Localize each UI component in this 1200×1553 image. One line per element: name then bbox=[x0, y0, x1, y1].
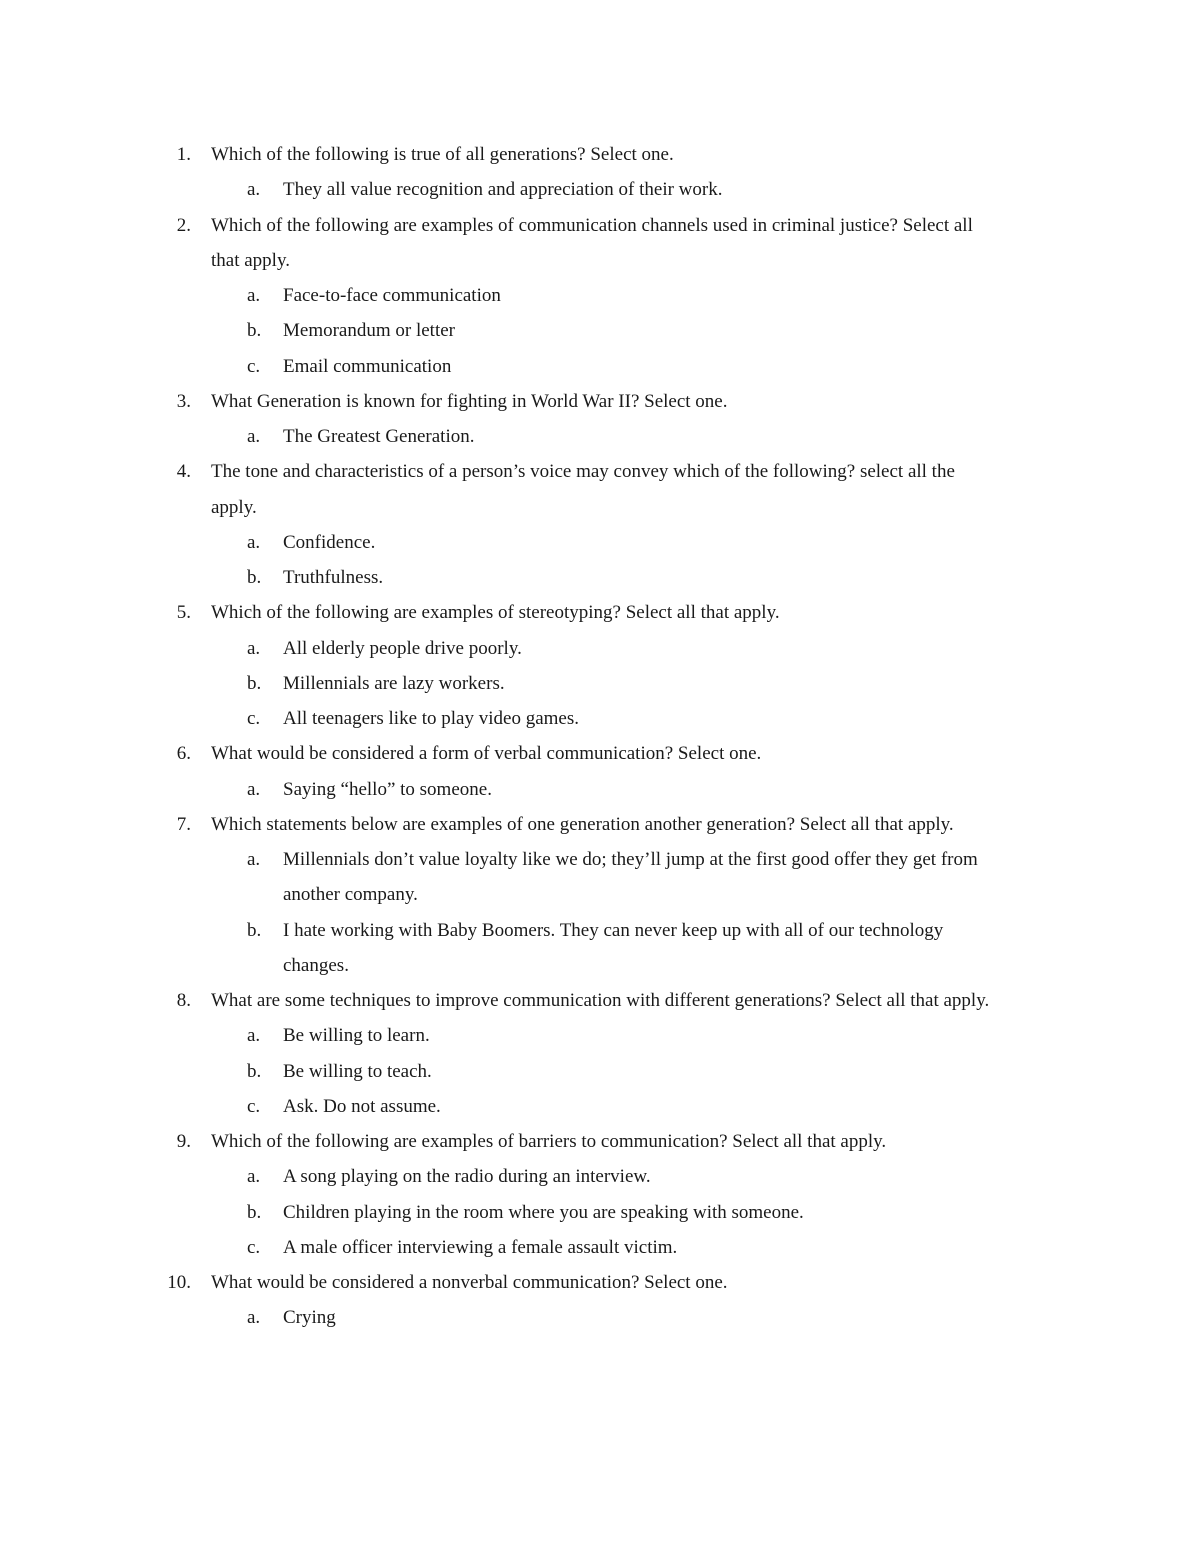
option-text: Email communication bbox=[283, 355, 452, 377]
option-letter: b. bbox=[247, 320, 262, 342]
question-number: 5. bbox=[176, 602, 191, 624]
question-text: Which of the following are examples of stereotyping? Select all that apply. bbox=[211, 602, 780, 624]
answer-option bbox=[0, 913, 1200, 948]
question-line bbox=[0, 137, 1200, 172]
answer-option bbox=[0, 701, 1200, 736]
option-text: Memorandum or letter bbox=[283, 320, 456, 342]
answer-option-continued bbox=[0, 877, 1200, 912]
option-text: Ask. Do not assume. bbox=[283, 1095, 441, 1117]
question-text: apply. bbox=[211, 496, 257, 518]
answer-option bbox=[0, 1159, 1200, 1194]
option-letter: a. bbox=[247, 426, 261, 447]
option-text: Truthfulness. bbox=[283, 567, 384, 588]
option-letter: c. bbox=[247, 355, 261, 377]
option-text: They all value recognition and appreciation of their work. bbox=[283, 179, 723, 201]
question-number: 3. bbox=[176, 390, 191, 412]
answer-option bbox=[0, 1018, 1200, 1053]
option-text: Crying bbox=[283, 1307, 336, 1329]
question-line bbox=[0, 1265, 1200, 1300]
option-text: Be willing to teach. bbox=[283, 1060, 432, 1082]
answer-option bbox=[0, 1230, 1200, 1265]
option-text: Be willing to learn. bbox=[283, 1025, 430, 1047]
option-text: All teenagers like to play video games. bbox=[283, 708, 579, 729]
option-letter: b. bbox=[247, 919, 262, 941]
option-letter: a. bbox=[247, 637, 261, 659]
question-number: 10. bbox=[167, 1272, 191, 1293]
question-line bbox=[0, 736, 1200, 771]
option-text: Saying “hello” to someone. bbox=[283, 778, 492, 800]
option-text: changes. bbox=[283, 954, 349, 976]
answer-option bbox=[0, 1089, 1200, 1124]
answer-option bbox=[0, 772, 1200, 807]
answer-option bbox=[0, 1300, 1200, 1335]
question-line bbox=[0, 208, 1200, 243]
question-list bbox=[0, 137, 1200, 1336]
answer-option-continued bbox=[0, 948, 1200, 983]
question-number: 1. bbox=[176, 144, 191, 165]
option-text: I hate working with Baby Boomers. They can never keep up with all of our technology bbox=[283, 919, 944, 941]
option-text: Confidence. bbox=[283, 531, 376, 553]
answer-option bbox=[0, 313, 1200, 348]
question-line bbox=[0, 1124, 1200, 1159]
option-text: A song playing on the radio during an interview. bbox=[283, 1166, 651, 1188]
question-number: 9. bbox=[176, 1131, 191, 1152]
answer-option bbox=[0, 666, 1200, 701]
option-text: Millennials are lazy workers. bbox=[283, 672, 505, 694]
answer-option bbox=[0, 631, 1200, 666]
answer-option bbox=[0, 560, 1200, 595]
option-text: All elderly people drive poorly. bbox=[283, 637, 522, 659]
question-number: 8. bbox=[176, 990, 191, 1011]
option-letter: a. bbox=[247, 1166, 261, 1188]
answer-option bbox=[0, 172, 1200, 207]
option-letter: a. bbox=[247, 1025, 261, 1047]
answer-option bbox=[0, 525, 1200, 560]
question-number: 6. bbox=[176, 743, 191, 765]
option-letter: b. bbox=[247, 672, 262, 694]
question-text: Which of the following are examples of barriers to communication? Select all that apply. bbox=[211, 1131, 887, 1152]
answer-option bbox=[0, 419, 1200, 454]
option-text: Children playing in the room where you are speaking with someone. bbox=[283, 1201, 804, 1223]
question-line bbox=[0, 454, 1200, 489]
answer-option bbox=[0, 278, 1200, 313]
option-letter: a. bbox=[247, 1307, 261, 1329]
option-letter: b. bbox=[247, 1201, 262, 1223]
answer-option bbox=[0, 1054, 1200, 1089]
question-text: Which of the following are examples of communication channels used in criminal justice? Select all bbox=[211, 214, 973, 236]
option-letter: c. bbox=[247, 1236, 261, 1258]
question-text: Which statements below are examples of one generation another generation? Select all that apply. bbox=[211, 813, 954, 835]
option-text: Face-to-face communication bbox=[283, 285, 501, 306]
option-letter: c. bbox=[247, 1095, 261, 1117]
question-number: 7. bbox=[176, 813, 191, 835]
question-number: 4. bbox=[176, 461, 191, 483]
question-text: What would be considered a nonverbal communication? Select one. bbox=[211, 1272, 728, 1293]
option-letter: c. bbox=[247, 708, 261, 729]
option-letter: a. bbox=[247, 778, 261, 800]
option-text: The Greatest Generation. bbox=[283, 426, 475, 447]
question-line bbox=[0, 595, 1200, 630]
question-text: What would be considered a form of verbal communication? Select one. bbox=[211, 743, 762, 765]
question-line bbox=[0, 983, 1200, 1018]
option-letter: a. bbox=[247, 285, 261, 306]
question-text: What are some techniques to improve communication with different generations? Select all that apply. bbox=[211, 990, 990, 1011]
answer-option bbox=[0, 842, 1200, 877]
option-letter: b. bbox=[247, 1060, 262, 1082]
question-line bbox=[0, 807, 1200, 842]
option-letter: a. bbox=[247, 179, 261, 201]
option-text: Millennials don’t value loyalty like we do; they’ll jump at the first good offer they get from bbox=[283, 849, 978, 870]
question-text: The tone and characteristics of a person’s voice may convey which of the following? select all the bbox=[211, 461, 955, 483]
question-line-continued bbox=[0, 243, 1200, 278]
answer-option bbox=[0, 349, 1200, 384]
question-line bbox=[0, 384, 1200, 419]
option-letter: a. bbox=[247, 849, 261, 870]
question-text: that apply. bbox=[211, 249, 290, 271]
option-text: A male officer interviewing a female assault victim. bbox=[283, 1236, 678, 1258]
answer-option bbox=[0, 1195, 1200, 1230]
question-number: 2. bbox=[176, 214, 191, 236]
question-line-continued bbox=[0, 490, 1200, 525]
option-letter: b. bbox=[247, 567, 262, 588]
question-text: Which of the following is true of all generations? Select one. bbox=[211, 144, 674, 165]
option-text: another company. bbox=[283, 884, 418, 906]
option-letter: a. bbox=[247, 531, 261, 553]
question-text: What Generation is known for fighting in World War II? Select one. bbox=[211, 390, 728, 412]
